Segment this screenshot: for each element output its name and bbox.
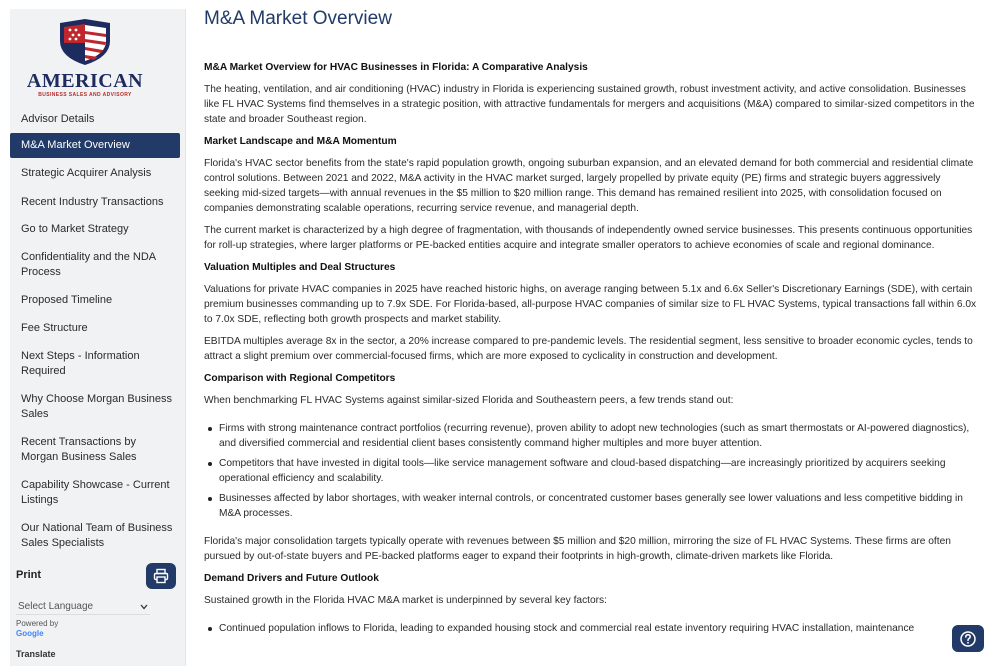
help-button[interactable]	[952, 625, 984, 652]
question-bubble-icon	[959, 630, 977, 648]
sidebar-item-next-steps[interactable]	[10, 342, 186, 385]
shield-flag-icon	[54, 17, 116, 67]
list-item: Continued population inflows to Florida, leading to expanded housing stock and commercial real estate inventory requiring HVAC installation, maintenance	[219, 621, 978, 636]
section-heading-drivers: Demand Drivers and Future Outlook	[204, 573, 379, 584]
comparison-bullet-list	[204, 421, 978, 521]
sidebar	[10, 9, 186, 666]
paragraph-valuation-1: Valuations for private HVAC companies in 2025 have reached historic highs, on average ranging between 5.1x and 6.6x Seller's Discretionary Earnings (SDE), with certain premium businesses commanding up to 7.9x SDE. For Florida-based, all-purpose HVAC companies of similar size to FL HVAC Systems, typical transactions fall within 6.0x to 7.0x SDE, reflecting both growth prospects and market stability.	[204, 284, 977, 325]
sidebar-item-label: Proposed Timeline	[21, 293, 113, 306]
drivers-bullet-list	[204, 621, 978, 636]
paragraph-landscape-2: The current market is characterized by a high degree of fragmentation, with thousands of independently owned service businesses. This presents continuous opportunities for roll-up strategies, where larger platforms or PE-backed entities acquire and integrate smaller operators to achieve economies of scale and regional dominance.	[204, 225, 973, 251]
printer-icon	[153, 568, 169, 584]
sidebar-item-advisor-details[interactable]	[10, 106, 186, 133]
sidebar-item-label: Go to Market Strategy	[21, 223, 129, 235]
sidebar-item-recent-industry-transactions[interactable]	[10, 189, 186, 215]
paragraph-intro: The heating, ventilation, and air conditioning (HVAC) industry in Florida is experiencing sustained growth, robust investment activity, and active consolidation. Businesses like FL HVAC Systems find themselves in a strategic position, with attractive fundamentals for mergers and acquisitions (M&A) compared to similar-sized competitors in the state and broader Southeast region.	[204, 84, 975, 125]
sidebar-item-capability-showcase[interactable]	[10, 471, 186, 514]
powered-by-google	[16, 619, 58, 639]
print-button[interactable]	[146, 563, 176, 589]
print-label: Print	[16, 569, 42, 581]
sidebar-item-label: Recent Transactions by Morgan Business Sales	[21, 435, 137, 463]
sidebar-item-ma-market-overview[interactable]	[10, 133, 180, 158]
sidebar-item-proposed-timeline[interactable]	[10, 286, 186, 314]
main-content	[204, 0, 984, 666]
sidebar-item-why-choose-morgan[interactable]	[10, 385, 186, 428]
powered-by-label: Powered by	[16, 619, 59, 628]
paragraph-landscape-1: Florida's HVAC sector benefits from the state's rapid population growth, ongoing suburban expansion, and an elevated demand for both commercial and residential climate control solutions. Between 2021 and 2022, M&A activity in the HVAC market surged, largely propelled by private equity (PE) firms and strategic buyers aggressively seeking mid-sized targets—with annual revenues in the $5 million to $20 million range. This demand has remained resilient into 2025, with consolidation focused on companies demonstrating scalable operations, recurring service revenue, and managerial depth.	[204, 158, 974, 214]
company-logo[interactable]	[20, 13, 150, 105]
sidebar-nav	[10, 106, 186, 557]
sidebar-item-label: Capability Showcase - Current Listings	[21, 478, 170, 506]
sidebar-item-recent-transactions-morgan[interactable]	[10, 428, 186, 471]
paragraph-valuation-2: EBITDA multiples average 8x in the sector, a 20% increase compared to pre-pandemic levels. The residential segment, less sensitive to broader economic cycles, tends to attract a slight premium over commercial-focused firms, which are more exposed to cyclicality in construction and development.	[204, 336, 973, 362]
sidebar-item-label: Our National Team of Business Sales Specialists	[21, 521, 173, 549]
section-heading-comparison: Comparison with Regional Competitors	[204, 373, 396, 384]
language-select-value: Select Language	[18, 601, 94, 612]
sidebar-item-label: Why Choose Morgan Business Sales	[21, 392, 173, 420]
language-select[interactable]	[16, 599, 150, 615]
sidebar-item-label: M&A Market Overview	[21, 139, 130, 151]
sidebar-item-fee-structure[interactable]	[10, 314, 186, 342]
sidebar-item-label: Confidentiality and the NDA Process	[21, 251, 156, 278]
article-body	[204, 60, 978, 636]
print-row	[16, 561, 180, 591]
sidebar-item-go-to-market-strategy[interactable]	[10, 215, 186, 244]
sidebar-item-label: Fee Structure	[21, 321, 88, 334]
paragraph-targets: Florida's major consolidation targets typically operate with revenues between $5 million and $20 million, mirroring the size of FL HVAC Systems. These firms are often pursued by out-of-state buyers and PE-backed platforms eager to expand their footprints in high-growth, climate-driven markets like Florida.	[204, 536, 951, 562]
section-heading-valuation: Valuation Multiples and Deal Structures	[204, 262, 396, 273]
logo-wordmark: AMERICAN	[26, 70, 144, 92]
google-logo-text: Google	[16, 629, 44, 638]
list-item: Firms with strong maintenance contract portfolios (recurring revenue), proven ability to adopt new technologies (such as smart thermostats or AI-powered diagnostics), and diversified commercial and residential client bases consistently command higher multiples and more buyer attention.	[219, 421, 978, 451]
sidebar-item-label: Next Steps - Information Required	[21, 349, 140, 377]
logo-tagline: BUSINESS SALES AND ADVISORY	[38, 92, 132, 98]
translate-link[interactable]: Translate	[16, 649, 56, 659]
paragraph-comparison: When benchmarking FL HVAC Systems against similar-sized Florida and Southeastern peers, a few trends stand out:	[204, 395, 734, 406]
section-heading-intro: M&A Market Overview for HVAC Businesses in Florida: A Comparative Analysis	[204, 62, 588, 73]
sidebar-item-label: Recent Industry Transactions	[21, 195, 164, 208]
section-heading-landscape: Market Landscape and M&A Momentum	[204, 136, 397, 147]
list-item: Competitors that have invested in digital tools—like service management software and cloud-based dispatching—are increasingly prioritized by acquirers seeking operational efficiency and scalability.	[219, 456, 978, 486]
page-title: M&A Market Overview	[204, 8, 392, 29]
sidebar-item-confidentiality-nda[interactable]	[10, 244, 186, 286]
sidebar-item-label: Strategic Acquirer Analysis	[21, 167, 152, 179]
sidebar-item-label: Advisor Details	[21, 113, 95, 125]
chevron-down-icon	[140, 604, 148, 610]
paragraph-drivers: Sustained growth in the Florida HVAC M&A market is underpinned by several key factors:	[204, 595, 607, 606]
list-item: Businesses affected by labor shortages, with weaker internal controls, or concentrated customer bases generally see lower valuations and less competitive bidding in M&A processes.	[219, 491, 978, 521]
sidebar-item-national-team[interactable]	[10, 514, 186, 557]
sidebar-item-strategic-acquirer-analysis[interactable]	[10, 158, 186, 189]
